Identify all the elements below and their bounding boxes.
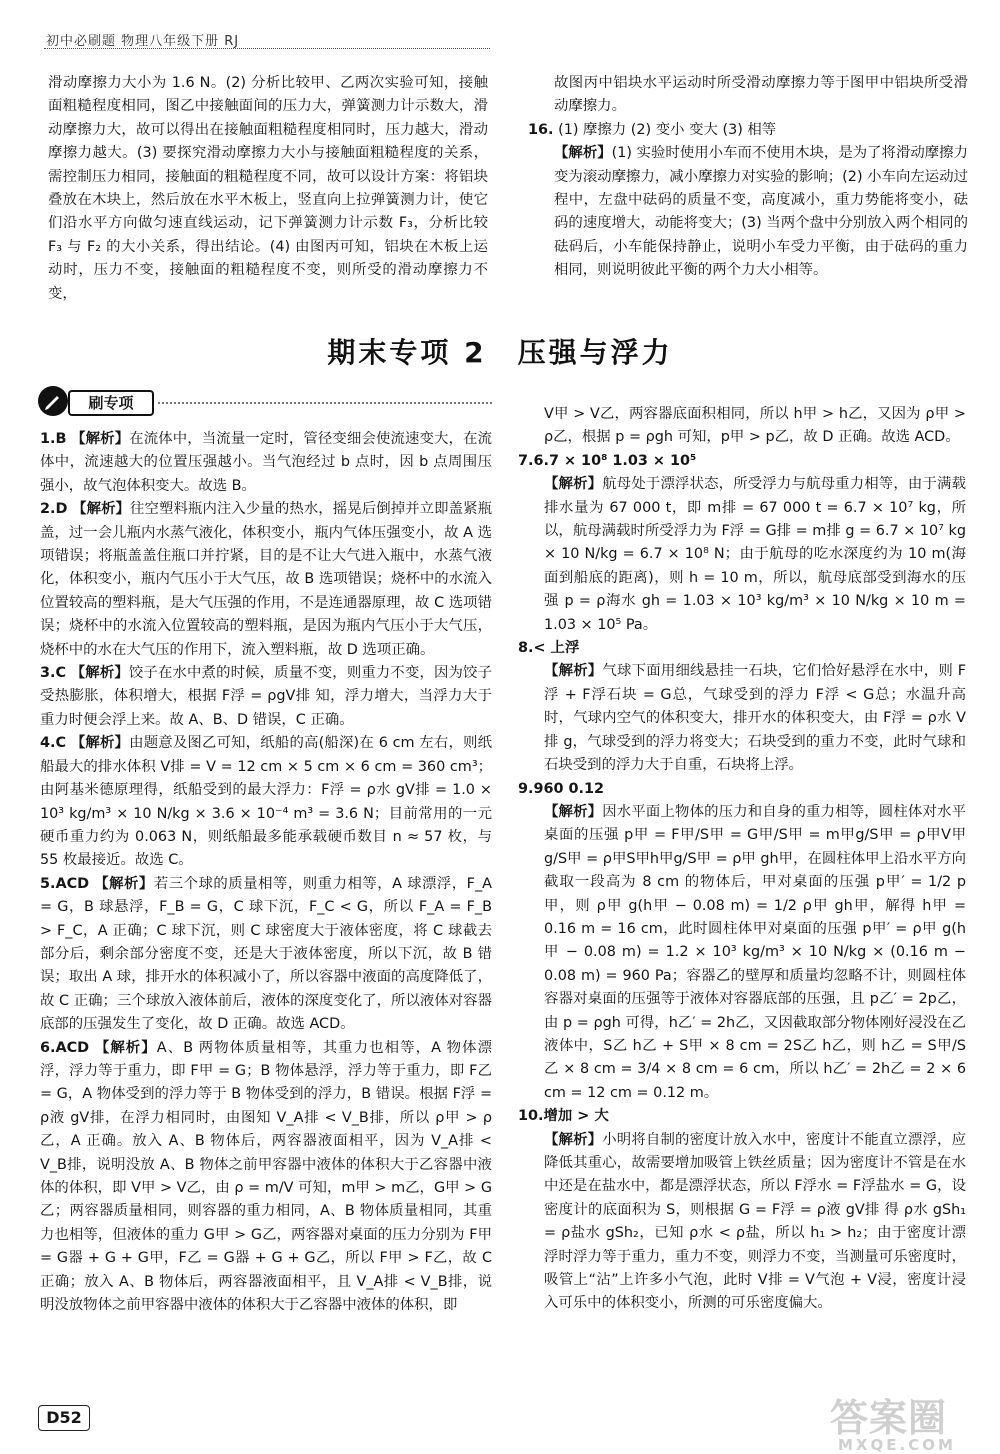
question-4 [40, 732, 492, 872]
question-9 [518, 778, 966, 801]
top-left-column [48, 72, 488, 306]
top-right-column [528, 72, 968, 283]
question-number: 5. [40, 875, 56, 892]
question-8 [518, 637, 966, 660]
question-number: 9. [518, 780, 534, 797]
analysis-text: 在流体中，当流量一定时，管径变细会使流速变大，在流体中，流速越大的位置压强越小。当气泡经过 b 点时，因 b 点周围压强小，故气泡体积变大。故选 B。 [40, 431, 492, 494]
question-16-analysis [528, 142, 968, 282]
answer-text: 增加 > 大 [543, 1108, 609, 1125]
analysis-text: 航母处于漂浮状态，所受浮力与航母重力相等，由于满载排水量为 67 000 t，即 m排 = 67 000 t = 6.7 × 10⁷ kg，所以，航母满载时所受浮力为 F浮 = G排 = m排 g = 6.7 × 10⁷ kg × 10 N/kg = 6.7 × 10⁸ N；由于航母的吃水深度约为 10 m(海面到船底的距离)，则 h = 10 m，所以，航母底部受到海水的压强 p = ρ海水 gh = 1.03 × 10³ kg/m³ × 10 N/kg × 10 m = 1.03 × 10⁵ Pa。 [544, 476, 966, 633]
question-8-analysis [518, 660, 966, 777]
answer-text: 960 0.12 [533, 780, 605, 797]
question-number: 4. [40, 735, 56, 752]
analysis-text: 因水平面上物体的压力和自身的重力相等，圆柱体对水平桌面的压强 p甲 = F甲/S甲 = G甲/S甲 = m甲g/S甲 = ρ甲V甲g/S甲 = ρ甲S甲h甲g/S甲 = ρ甲 gh甲，在圆柱体甲上沿水平方向截取一段高为 8 cm 的物体后，甲对桌面的压强 p甲′ = 1/2 p甲，则 ρ甲 g(h甲 − 0.08 m) = 1/2 ρ甲 gh甲，解得 h甲 = 0.16 m = 16 cm，此时圆柱体甲对桌面的压强 p甲′ = ρ甲 g(h甲 − 0.08 m) = 1.2 × 10³ kg/m³ × 10 N/kg × (0.16 m − 0.08 m) = 960 Pa；容器乙的壁厚和质量均忽略不计，则圆柱体容器对桌面的压强等于液体对容器底部的压强，且 p乙′ = 2p乙，由 p = ρgh 可得，h乙′ = 2h乙，又因截取部分物体刚好浸没在乙液体中，S乙 h乙 + S甲 × 8 cm = 2S乙 h乙，则 h乙 = S甲/S乙 × 8 cm = 3/4 × 8 cm = 6 cm，所以 h乙′ = 2h乙 = 2 × 6 cm = 12 cm = 0.12 m。 [544, 803, 966, 1101]
analysis-tag: 【解析】 [544, 663, 603, 680]
dotted-divider [158, 402, 492, 404]
question-7-analysis [518, 473, 966, 637]
answer-letter: ACD [55, 1039, 90, 1056]
answer-letter: D [55, 501, 68, 518]
header-rule [44, 48, 490, 49]
analysis-text: A、B 两物体质量相等，其重力也相等，A 物体漂浮，浮力等于重力，即 F甲 = G；B 物体悬浮，浮力等于重力，即 F乙 = G，A 物体受到的浮力等于 B 物体受到的浮力，B 错误。根据 F浮 = ρ液 gV排，在浮力相同时，由图知 V_A排 < V_B排，所以 ρ甲 > ρ乙，A 正确。放入 A、B 物体后，两容器液面相平，因为 V_A排 < V_B排，说明没放 A、B 物体之前甲容器中液体的体积大于乙容器中液体的体积，即 V甲 > V乙，由 ρ = m/V 可知，m甲 > m乙，G甲 > G乙；两容器质量相同，则容器的重力相同，A、B 物体质量相同，其重力也相等，但液体的重力 G甲 > G乙，两容器对桌面的压力分别为 F甲 = G器 + G + G甲，F乙 = G器 + G + G乙，所以 F甲 > F乙，故 C 正确；放入 A、B 物体后，两容器液面相平，且 V_A排 < V_B排，说明没放物体之前甲容器中液体的体积大于乙容器中液体的体积，即 [40, 1039, 492, 1314]
question-5 [40, 873, 492, 1037]
answer-text: 6.7 × 10⁸ 1.03 × 10⁵ [533, 452, 697, 469]
analysis-tag: 【解析】 [94, 1039, 157, 1056]
question-9-analysis [518, 801, 966, 1105]
question-number: 8. [518, 640, 534, 657]
page-number: D52 [38, 1405, 90, 1431]
answer-letter: C [55, 735, 67, 752]
analysis-text: (1) 实验时使用小车而不使用木块，是为了将滑动摩擦力变为滚动摩擦力，减小摩擦力对实验的影响；(2) 小车向左运动过程中，左盘中砝码的质量不变，高度减小，重力势能将变小，砝码的速度增大，动能将变大；(3) 当两个盘中分别放入两个相同的砝码后，小车能保持静止，说明小车受力平衡，由于砝码的重力相同，则说明彼此平衡的两个力大小相等。 [554, 145, 968, 279]
question-16 [528, 119, 968, 142]
badge-label: 刷专项 [68, 390, 154, 416]
analysis-text: 气球下面用细线悬挂一石块，它们恰好悬浮在水中，则 F浮 + F浮石块 = G总，气球受到的浮力 F浮 < G总；水温升高时，气球内空气的体积变大，排开水的体积变大，由 F浮 = ρ水 V排 g，气球受到的浮力将变大；石块受到的重力不变，此时气球和石块受到的浮力大于自重，石块将上浮。 [544, 663, 966, 774]
question-number: 3. [40, 665, 56, 682]
analysis-tag: 【解析】 [94, 875, 154, 892]
answer-letter: C [55, 665, 67, 682]
analysis-text: 饺子在水中煮的时候，质量不变，则重力不变，因为饺子受热膨胀，体积增大，根据 F浮 = ρgV排 知，浮力增大，当浮力大于重力时便会浮上来。故 A、B、D 错误，C 正确。 [40, 665, 492, 728]
question-7 [518, 450, 966, 473]
analysis-tag: 【解析】 [70, 735, 130, 752]
question-6 [40, 1037, 492, 1318]
question-10 [518, 1105, 966, 1128]
question-number: 6. [40, 1039, 56, 1056]
watermark-line-1: 答案圈 [830, 1396, 948, 1440]
pencil-circle-icon [38, 386, 68, 416]
analysis-tag: 【解析】 [544, 803, 603, 820]
analysis-text: 小明将自制的密度计放入水中，密度计不能直立漂浮，应降低其重心，故需要增加吸管上铁丝质量；因为密度计不管是在水中还是在盐水中，都是漂浮状态，所以 F浮水 = F浮盐水 = G，设密度计的底面积为 S，则根据 G = F浮 = ρ液 gV排 得 ρ水 gSh₁ = ρ盐水 gSh₂，已知 ρ水 < ρ盐，所以 h₁ > h₂；由于密度计漂浮时浮力等于重力，重力不变，则浮力不变，当测量可乐密度时，吸管上“沾”上许多小气泡，此时 V排 = V气泡 + V浸，密度计浸入可乐中的体积变小，所测的可乐密度偏大。 [544, 1131, 966, 1312]
bottom-right-column [518, 403, 966, 1316]
analysis-tag: 【解析】 [544, 1131, 603, 1148]
question-1 [40, 428, 492, 498]
question-number: 2. [40, 501, 56, 518]
section-badge [38, 386, 154, 416]
analysis-text: 若三个球的质量相等，则重力相等，A 球漂浮，F_A = G，B 球悬浮，F_B = G，C 球下沉，F_C < G，所以 F_A = F_B > F_C，A 正确；C 球下沉，则 C 球密度大于液体密度，将 C 球截去部分后，剩余部分密度不变，还是大于液体密度，所以下沉，故 B 错误；取出 A 球，排开水的体积减小了，所以容器中液面的高度降低了，故 C 正确；三个球放入液体前后，液体的深度变化了，所以液体对容器底部的压强发生了变化，故 D 正确。故选 ACD。 [40, 875, 492, 1033]
analysis-tag: 【解析】 [72, 501, 131, 518]
watermark [830, 1396, 980, 1454]
question-3 [40, 662, 492, 732]
question-number: 16. [528, 121, 554, 138]
analysis-text: 由题意及图乙可知，纸船的高(船深)在 6 cm 左右，则纸船最大的排水体积 V排 = V = 12 cm × 5 cm × 6 cm = 360 cm³；由阿基米德原理得，纸船受到的最大浮力：F浮 = ρ水 gV排 = 1.0 × 10³ kg/m³ × 10 N/kg × 3.6 × 10⁻⁴ m³ = 3.6 N；目前常用的一元硬币重力约为 0.063 N，则纸船最多能承载硬币数目 n ≈ 57 枚，与 55 枚最接近。故选 C。 [40, 735, 492, 869]
answer-letter: ACD [55, 875, 90, 892]
answer-text: (1) 摩擦力 (2) 变小 变大 (3) 相等 [558, 121, 777, 138]
question-number: 1. [40, 431, 56, 447]
top-left-paragraph: 滑动摩擦力大小为 1.6 N。(2) 分析比较甲、乙两次实验可知，接触面粗糙程度相同，图乙中接触面间的压力大，弹簧测力计示数大，滑动摩擦力大，故可以得出在接触面粗糙程度相同时，压力越大，滑动摩擦力越大。(3) 要探究滑动摩擦力大小与接触面粗糙程度的关系，需控制压力相同，接触面的粗糙程度不同，故可以设计方案：将铝块叠放在木块上，然后放在水平木板上，竖直向上拉弹簧测力计，使它们沿水平方向做匀速直线运动，记下弹簧测力计示数 F₃，分析比较 F₃ 与 F₂ 的大小关系，得出结论。(4) 由图丙可知，铝块在木板上运动时，压力不变，接触面的粗糙程度不变，则所受的滑动摩擦力不变， [48, 75, 488, 302]
answer-text: < 上浮 [533, 640, 580, 657]
continuation-paragraph: 故图丙中铝块水平运动时所受滑动摩擦力等于图甲中铝块所受滑动摩擦力。 [554, 75, 968, 115]
analysis-text: 往空塑料瓶内注入少量的热水，摇晃后倒掉并立即盖紧瓶盖，过一会儿瓶内水蒸气液化，体积变小，瓶内气体压强变小，故 A 选项错误；将瓶盖盖住瓶口并拧紧，目的是不让大气进入瓶中，水蒸气液化，体积变小，瓶内气压小于大气压，故 B 选项错误；烧杯中的水流入位置较高的塑料瓶，是大气压强的作用，不是连通器原理，故 C 选项错误；烧杯中的水流入位置较高的塑料瓶，是因为瓶内气压小于大气压，烧杯中的水在大气压的作用下，流入塑料瓶，故 D 选项正确。 [40, 501, 492, 658]
question-2 [40, 498, 492, 662]
analysis-tag: 【解析】 [71, 431, 130, 447]
bottom-left-column [40, 428, 492, 1317]
analysis-tag: 【解析】 [70, 665, 129, 682]
analysis-tag: 【解析】 [544, 476, 603, 493]
watermark-line-2: MXQE.COM [838, 1436, 956, 1454]
analysis-tag: 【解析】 [554, 145, 612, 162]
answer-letter: B [55, 431, 67, 447]
running-header: 初中必刷题 物理八年级下册 RJ [46, 34, 240, 49]
question-6-continuation: V甲 > V乙，两容器底面积相同，所以 h甲 > h乙，又因为 ρ甲 > ρ乙，根据 p = ρgh 可知，p甲 > p乙，故 D 正确。故选 ACD。 [544, 406, 966, 446]
question-number: 7. [518, 452, 534, 469]
question-number: 10. [518, 1108, 544, 1125]
section-title: 期末专项 2 压强与浮力 [327, 336, 673, 369]
question-10-analysis [518, 1129, 966, 1316]
